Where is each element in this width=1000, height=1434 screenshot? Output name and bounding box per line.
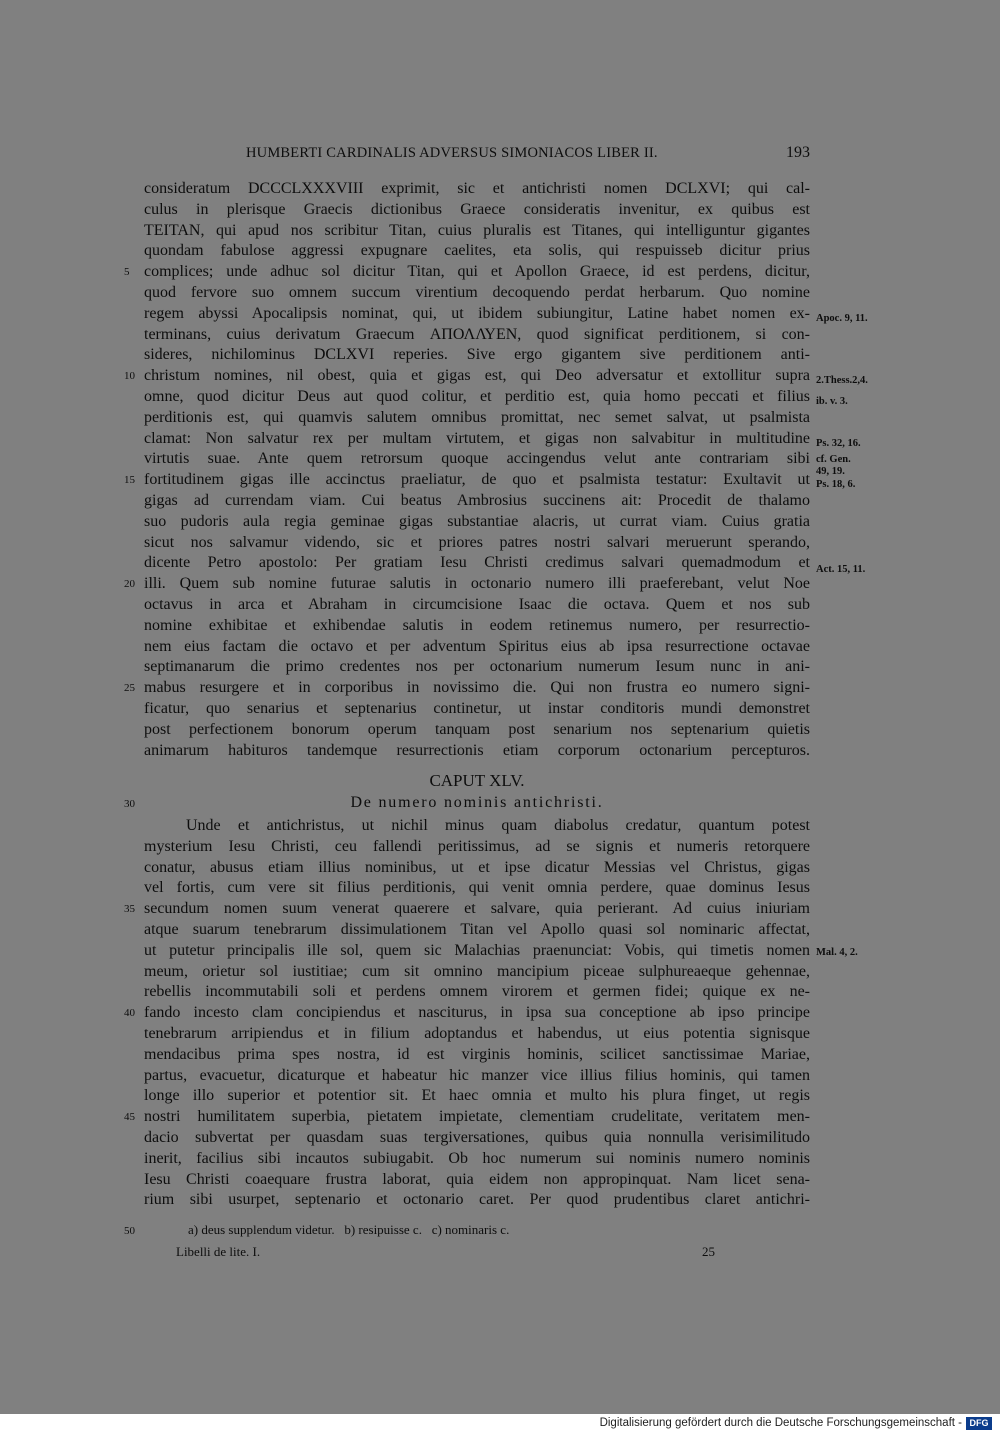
text-line: ficatur, quo senarius et septenarius continetur, ut instar conditoris mundi demonstret (144, 699, 810, 717)
line-number: 35 (124, 903, 135, 915)
text-line: tenebrarum arripiendus et in filium adoptandus et habendus, ut eius potentia signisque (144, 1024, 810, 1042)
footer-signature: 25 (702, 1244, 715, 1259)
text-line: dacio subvertat per quasdam suas tergiversationes, quibus quia nonnulla verisimilitudo (144, 1128, 810, 1146)
text-line: animarum habituros tandemque resurrectionis etiam corporum octonarium percepturos. (144, 741, 810, 759)
dfg-logo-icon: DFG (966, 1417, 992, 1430)
line-number: 50 (124, 1225, 135, 1237)
text-line: dicente Petro apostolo: Per gratiam Iesu Christi credimus salvari quemadmodum et (144, 554, 810, 572)
text-line: secundum nomen suum venerat quaerere et salvare, quia perierant. Ad cuius iniuriam (144, 900, 810, 918)
text-line: fando incesto clam concipiendus et nasciturus, in ipsa sua conceptione ab ipso principe (144, 1004, 810, 1022)
line-number: 5 (124, 266, 130, 278)
text-line: regem abyssi Apocalipsis nominat, qui, ut ibidem subiungitur, Latine habet nomen ex- (144, 304, 810, 322)
text-line: suo pudoris aula regia geminae gigas substantiae alacris, ut currat viam. Cuius gratia (144, 512, 810, 530)
margin-citation: Ps. 32, 16. (816, 438, 861, 449)
chapter-title: CAPUT XLV. (429, 771, 525, 790)
text-line: quod fervore suo omnem succum virentium decoquendo perdat herbarum. Quo nomine (144, 283, 810, 301)
text-line: consideratum DCCCLXXXVIII exprimit, sic et antichristi nomen DCLXVI; qui cal- (144, 180, 810, 197)
text-line: atque suarum tenebrarum dissimulationem Titan vel Apollo quasi sol nominaric affectat, (144, 920, 810, 938)
text-line: fortitudinem gigas ille accinctus praeliatur, de quo et psalmista testatur: Exultavit ut (144, 471, 810, 489)
line-number: 20 (124, 578, 135, 590)
margin-citation: ib. v. 3. (816, 396, 848, 407)
text-line: perditionis est, qui quamvis salutem omnibus promittat, nec semet salvat, ut psalmista (144, 408, 810, 426)
line-number: 25 (124, 682, 135, 694)
text-line: TEITAN, qui apud nos scribitur Titan, cuius pluralis est Titanes, qui intelliguntur gigantes (144, 221, 810, 239)
text-line: virtutis suae. Ante quem retrorsum quoque accingendus velut ante contrariam sibi (144, 450, 810, 468)
text-line: nomine exhibitae et exhibendae salutis in eodem retinemus numero, per resurrectio- (144, 616, 810, 634)
page-number: 193 (786, 144, 810, 161)
text-line: octavus in arca et Abraham in circumcisione Isaac die octava. Quem et nos sub (144, 595, 810, 613)
text-line: illi. Quem sub nomine futurae salutis in octonario numero illi praeferebant, velut Noe (144, 575, 810, 593)
footnotes: a) deus supplendum videtur. b) resipuisse c. c) nominaris c. (188, 1222, 510, 1237)
text-line: culus in plerisque Graecis dictionibus Graece consideratis invenitur, ex quibus est (144, 200, 810, 218)
dfg-credit-text: Digitalisierung gefördert durch die Deutsche Forschungsgemeinschaft - (599, 1417, 962, 1429)
footer-series-title: Libelli de lite. I. (176, 1244, 261, 1259)
text-line: ut putetur principalis ille sol, quem sic Malachias praenunciat: Vobis, qui timetis nomen (144, 941, 810, 959)
text-line: mendacibus prima spes nostra, id est virginis hominis, scilicet sanctissimae Mariae, (144, 1045, 810, 1063)
text-line: septimanarum die primo credentes nos per octonarium numerum Iesum nunc in ani- (144, 658, 810, 676)
text-line: inerit, facilius sibi incautos subiugabit. Ob hoc numerum sui nominis numero nominis (144, 1149, 810, 1167)
text-line: nostri humilitatem superbia, pietatem impietate, clementiam crudelitate, veritatem men- (144, 1108, 810, 1126)
text-line: meum, orietur sol iustitiae; cum sit omnino mancipium piceae sulphureaeque gehennae, (144, 962, 810, 980)
main-text-block-1 (144, 179, 810, 761)
text-line: longe illo superior et potentior sit. Et haec omnia et multo his plura finget, ut regis (144, 1087, 810, 1105)
margin-citation: cf. Gen. 49, 19. (816, 454, 851, 477)
text-line: christum nomines, nil obest, quia et gigas est, qui Deo adversatur et extollitur supra (144, 367, 810, 385)
page-header (144, 145, 810, 167)
text-line: rebellis incommutabili soli et perdens omnem virorem et germen fidei; quique ex ne- (144, 983, 810, 1001)
text-line: conatur, abusus etiam illius nominibus, ut et ipse dicatur Messias vel Christus, gigas (144, 858, 810, 876)
text-line: sideres, nichilominus DCLXVI reperies. Sive ergo gigantem sive perditionem anti- (144, 346, 810, 364)
text-line: rium sibi usurpet, septenario et octonario caret. Per quod prudentibus claret antichri- (144, 1191, 810, 1209)
line-number: 40 (124, 1007, 135, 1019)
line-number: 30 (124, 798, 135, 810)
line-number: 10 (124, 370, 135, 382)
margin-citation: Apoc. 9, 11. (816, 313, 868, 324)
text-line: omne, quod dicitur Deus aut quod colitur, et perditio est, quia homo peccati et filius (144, 387, 810, 405)
text-line: vel fortis, cum vere sit filius perditionis, qui venit omnia perdere, quae dominus Iesus (144, 879, 810, 897)
text-line: Iesu Christi coaequare frustra laborat, quia eidem non appropinquat. Nam licet sena- (144, 1170, 810, 1188)
margin-citation: Act. 15, 11. (816, 564, 866, 575)
text-line: mabus resurgere et in corporibus in novissimo die. Qui non frustra eo numero signi- (144, 679, 810, 697)
text-line: nem eius factam die octavo et per adventum Spiritus eius ab ipsa resurrectione octavae (144, 637, 810, 655)
text-line: mysterium Iesu Christi, ceu fallendi peritissimus, ad se signis et numeris retorquere (144, 837, 810, 855)
dfg-footer-bar (0, 1414, 1000, 1434)
text-line: clamat: Non salvatur rex per multam virtutem, et gigas non salvabitur in multitudine (144, 429, 810, 447)
text-line: terminans, cuius derivatum Graecum ΑΠΟΛΛΥΕΝ, quod significat perditionem, si con- (144, 325, 810, 343)
text-line: sicut nos salvamur videndo, sic et priores patres nostri salvari meruerunt sperando, (144, 533, 810, 551)
margin-citation: Ps. 18, 6. (816, 479, 856, 490)
running-title: HUMBERTI CARDINALIS ADVERSUS SIMONIACOS LIBER II. (246, 145, 658, 161)
text-line: quondam fabulose aggressi expugnare caelites, eta solis, qui respuisseb dicitur prius (144, 242, 810, 260)
text-line: partus, evacuetur, dicaturque et habeatur hic manzer vice illius filius hominis, qui tamen (144, 1066, 810, 1084)
margin-citation: Mal. 4, 2. (816, 947, 858, 958)
text-line: complices; unde adhuc sol dicitur Titan, qui et Apollon Graece, id est perdens, dicitur, (144, 263, 810, 281)
text-line: gigas ad currendam viam. Cui beatus Ambrosius succinens ait: Procedit de thalamo (144, 491, 810, 509)
main-text-block-2 (144, 816, 810, 1211)
text-line: post perfectionem bonorum operum tanquam post senarium nos septenarium quietis (144, 720, 810, 738)
line-number: 45 (124, 1111, 135, 1123)
chapter-subtitle: De numero nominis antichristi. (350, 794, 604, 811)
line-number: 15 (124, 474, 135, 486)
margin-citation: 2.Thess.2,4. (816, 375, 868, 386)
text-line: Unde et antichristus, ut nichil minus quam diabolus credatur, quantum potest (186, 817, 810, 834)
